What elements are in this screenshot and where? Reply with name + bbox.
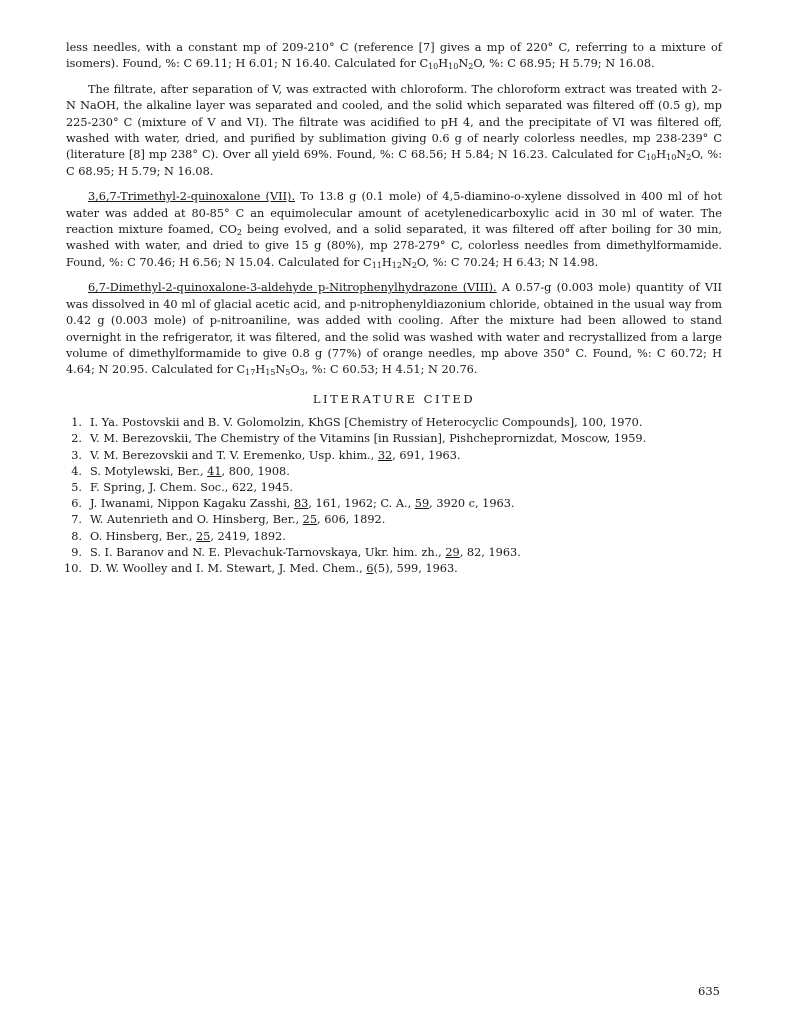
reference-volume: 25	[302, 513, 318, 527]
reference-text: , 161, 1962; C. A.,	[308, 497, 415, 511]
reference-text: , 2419, 1892.	[210, 529, 286, 543]
reference-text: V. M. Berezovskii, The Chemistry of the Vitamins [in Russian], Pishcheprornizdat, Moscow, 1959.	[90, 432, 647, 446]
reference-text: F. Spring, J. Chem. Soc., 622, 1945.	[90, 480, 293, 494]
subscript: 10	[666, 153, 677, 163]
reference-volume: 41	[207, 464, 222, 478]
paragraph-text: H	[255, 363, 266, 377]
page-body	[66, 40, 722, 577]
reference-number: 6.	[71, 497, 82, 511]
reference-number: 5.	[71, 480, 82, 494]
subscript: 15	[265, 368, 276, 378]
reference-number: 1.	[71, 416, 82, 430]
paragraph-text: N	[676, 148, 687, 162]
reference-item	[66, 480, 722, 496]
reference-item	[66, 431, 722, 447]
section-heading: 6,7-Dimethyl-2-quinoxalone-3-aldehyde p-Nitrophenylhydrazone (VIII).	[88, 281, 497, 295]
subscript: 2	[686, 153, 692, 163]
paragraph-text: O, %: C 68.95; H 5.79; N 16.08.	[66, 148, 722, 178]
reference-text: W. Autenrieth and O. Hinsberg, Ber.,	[90, 513, 303, 527]
reference-text: S. Motylewski, Ber.,	[90, 464, 208, 478]
reference-item	[66, 512, 722, 528]
paragraph-text: H	[438, 57, 449, 71]
paragraph-text: A 0.57-g (0.003 mole) quantity of VII was dissolved in 40 ml of glacial acetic acid, and p-nitrophenyldiazonium chloride, obtained in the usual way from 0.42 g (0.003 mole) of p-nitroaniline, was added with cooling. After the mixture had been allowed to stand overnight in the refrigerator, it was filtered, and the solid was washed with water and recrystallized from a large volume of dimethylformamide to give 0.8 g (77%) of orange needles, mp above 350° C. Found, %: C 60.72; H 4.64; N 20.95. Calculated for C	[66, 281, 722, 377]
subscript: 2	[468, 62, 474, 72]
paragraph-text: less needles, with a constant mp of 209-210° C (reference [7] gives a mp of 220° C, referring to a mixture of isomers). Found, %: C 69.11; H 6.01; N 16.40. Calculated for C	[66, 41, 722, 71]
reference-number: 9.	[71, 545, 82, 559]
paragraph-text: The filtrate, after separation of V, was extracted with chloroform. The chloroform extract was treated with 2-N NaOH, the alkaline layer was separated and cooled, and the solid which separated was filtered off (0.5 g), mp 225-230° C (mixture of V and VI). The filtrate was acidified to pH 4, and the precipitate of VI was filtered off, washed with water, dried, and purified by sublimation giving 0.6 g of nearly colorless needles, mp 238-239° C (literature [8] mp 238° C). Over all yield 69%. Found, %: C 68.56; H 5.84; N 16.23. Calculated for C	[66, 82, 722, 162]
paragraph-text: N	[275, 363, 286, 377]
subscript: 5	[285, 368, 291, 378]
subscript: 10	[448, 62, 459, 72]
reference-number: 2.	[71, 432, 82, 446]
paragraph-2	[66, 82, 722, 180]
paragraph-text: O, %: C 70.24; H 6.43; N 14.98.	[416, 255, 599, 269]
reference-text: , 800, 1908.	[221, 464, 290, 478]
reference-volume: 59	[414, 497, 430, 511]
paragraph-text: H	[656, 148, 667, 162]
reference-text: O. Hinsberg, Ber.,	[90, 529, 196, 543]
reference-item	[66, 464, 722, 480]
reference-number: 4.	[71, 464, 82, 478]
reference-item	[66, 545, 722, 561]
reference-volume: 83	[293, 497, 309, 511]
reference-item	[66, 529, 722, 545]
subscript: 12	[391, 260, 402, 270]
subscript: 10	[646, 153, 657, 163]
reference-text: (5), 599, 1963.	[373, 561, 458, 575]
reference-number: 10.	[64, 561, 82, 575]
reference-number: 3.	[71, 448, 82, 462]
reference-item	[66, 496, 722, 512]
reference-text: D. W. Woolley and I. M. Stewart, J. Med. Chem.,	[90, 561, 367, 575]
reference-text: S. I. Baranov and N. E. Plevachuk-Tarnovskaya, Ukr. him. zh.,	[90, 545, 446, 559]
reference-list	[66, 415, 722, 577]
paragraph-text: , %: C 60.53; H 4.51; N 20.76.	[304, 363, 478, 377]
subscript: 10	[428, 62, 439, 72]
paragraph-1	[66, 40, 722, 73]
paragraph-text: N	[458, 57, 469, 71]
reference-text: J. Iwanami, Nippon Kagaku Zasshi,	[90, 497, 294, 511]
paragraph-text: being evolved, and a solid separated, it was filtered off after boiling for 30 min, washed with water, and dried to give 15 g (80%), mp 278-279° C, colorless needles from dimethylformamide. Found, %: C 70.46; H 6.56; N 15.04. Calculated for C	[66, 223, 723, 269]
reference-text: , 606, 1892.	[317, 513, 386, 527]
page-number: 635	[698, 984, 720, 998]
subscript: 11	[371, 260, 382, 270]
paragraph-3	[66, 189, 722, 271]
paragraph-text: H	[381, 255, 392, 269]
reference-text: I. Ya. Postovskii and B. V. Golomolzin, KhGS [Chemistry of Heterocyclic Compounds], 100, 1970.	[90, 416, 643, 430]
reference-volume: 25	[195, 529, 211, 543]
reference-text: V. M. Berezovskii and T. V. Eremenko, Usp. khim.,	[90, 448, 378, 462]
section-heading: 3,6,7-Trimethyl-2-quinoxalone (VII).	[88, 190, 296, 204]
paragraph-text: To 13.8 g (0.1 mole) of 4,5-diamino-o-xylene dissolved in 400 ml of hot water was added at 80-85° C an equimolecular amount of acetylenedicarboxylic acid in 30 ml of water. The reaction mixture foamed, CO	[66, 190, 722, 237]
reference-text: , 3920 c, 1963.	[429, 497, 515, 511]
reference-number: 7.	[71, 513, 82, 527]
reference-volume: 29	[445, 545, 460, 559]
subscript: 2	[236, 228, 242, 238]
subscript: 17	[245, 368, 256, 378]
paragraph-4	[66, 280, 722, 378]
reference-number: 8.	[71, 529, 82, 543]
paragraph-text: O, %: C 68.95; H 5.79; N 16.08.	[473, 57, 655, 71]
reference-item	[66, 561, 722, 577]
literature-cited-heading: LITERATURE CITED	[312, 391, 476, 406]
reference-text: , 82, 1963.	[459, 545, 521, 559]
reference-item	[66, 448, 722, 464]
subscript: 3	[299, 368, 305, 378]
paragraph-text: O	[290, 363, 300, 377]
paragraph-text: N	[401, 255, 412, 269]
subscript: 2	[411, 260, 417, 270]
reference-text: , 691, 1963.	[392, 448, 461, 462]
reference-volume: 6	[366, 561, 374, 575]
reference-item	[66, 415, 722, 431]
reference-volume: 32	[377, 448, 393, 462]
